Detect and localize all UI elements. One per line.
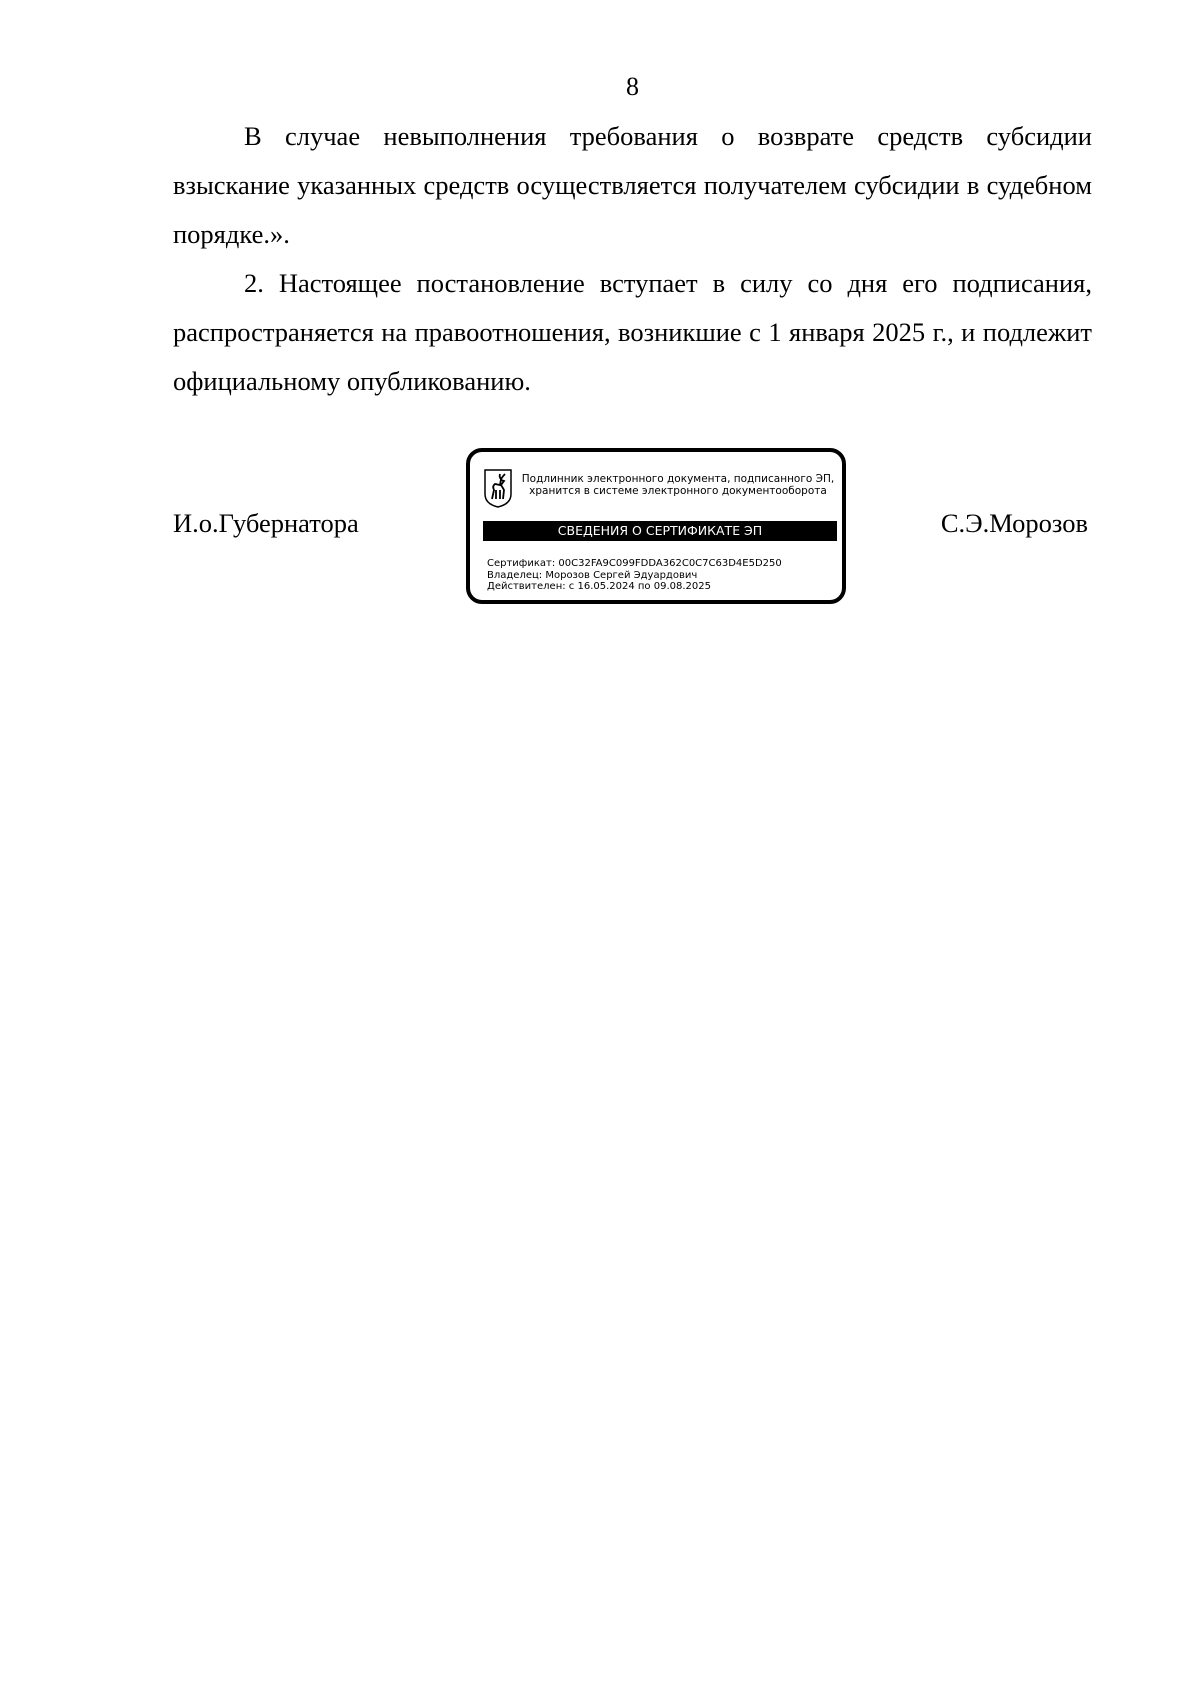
- coat-of-arms-icon: [483, 468, 513, 508]
- page-number: 8: [626, 72, 639, 101]
- signatory-name: С.Э.Морозов: [940, 508, 1088, 538]
- stamp-title: СВЕДЕНИЯ О СЕРТИФИКАТЕ ЭП: [483, 521, 837, 541]
- stamp-header-line2: хранится в системе электронного документооборота: [529, 485, 827, 497]
- paragraph-effective-date: 2. Настоящее постановление вступает в силу со дня его подписания, распространяется на правоотношения, возникшие с 1 января 2025 г., и подлежит официальному опубликованию.: [173, 268, 1092, 396]
- certificate-number: Сертификат: 00C32FA9C099FDDA362C0C7C63D4E5D250: [487, 558, 782, 569]
- stamp-header: [518, 473, 838, 497]
- certificate-validity: Действителен: с 16.05.2024 по 09.08.2025: [487, 581, 711, 592]
- paragraph-refund: В случае невыполнения требования о возврате средств субсидии взыскание указанных средств осуществляется получателем субсидии в судебном порядке.».: [173, 121, 1092, 249]
- certificate-owner: Владелец: Морозов Сергей Эдуардович: [487, 569, 698, 581]
- electronic-signature-stamp: [466, 448, 846, 604]
- document-body: [173, 112, 1092, 406]
- stamp-header-line1: Подлинник электронного документа, подписанного ЭП,: [521, 473, 835, 485]
- stamp-info: [487, 558, 782, 593]
- signatory-position: И.о.Губернатора: [173, 508, 359, 538]
